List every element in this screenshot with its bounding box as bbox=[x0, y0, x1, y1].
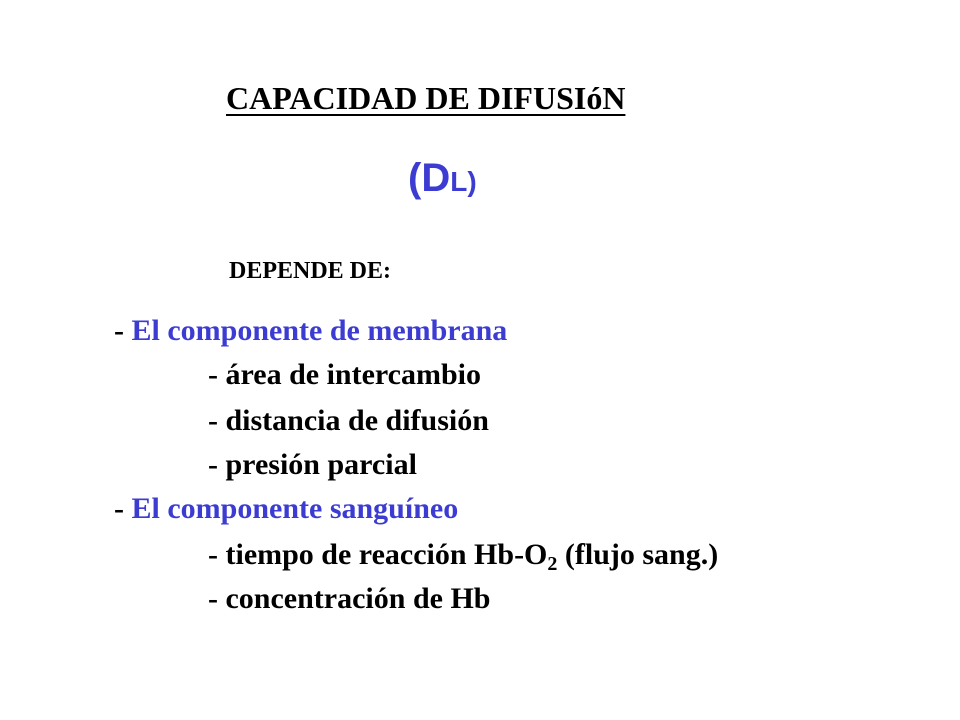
blood-heading bbox=[114, 494, 458, 524]
blood-dash: - bbox=[114, 492, 132, 525]
reaction-time-text: - tiempo de reacción Hb-O bbox=[208, 538, 548, 571]
diffusion-symbol bbox=[408, 158, 477, 198]
oxygen-subscript: 2 bbox=[547, 553, 558, 575]
symbol-open-d: (D bbox=[408, 156, 451, 200]
membrane-dash: - bbox=[114, 314, 132, 347]
slide-title: CAPACIDAD DE DIFUSIóN bbox=[226, 80, 626, 116]
membrane-item: - distancia de difusión bbox=[208, 404, 489, 437]
blood-item-reaction-time bbox=[208, 538, 719, 575]
membrane-item: - área de intercambio bbox=[208, 358, 482, 391]
membrane-heading bbox=[114, 316, 507, 346]
membrane-item: - presión parcial bbox=[208, 448, 417, 481]
blood-item-hb-concentration: - concentración de Hb bbox=[208, 582, 491, 615]
depends-label: DEPENDE DE: bbox=[229, 258, 392, 284]
blood-flow-note: (flujo sang.) bbox=[557, 538, 719, 571]
blood-heading-text: El componente sanguíneo bbox=[131, 492, 459, 525]
symbol-l-close: L) bbox=[450, 166, 477, 197]
membrane-heading-text: El componente de membrana bbox=[131, 314, 508, 347]
